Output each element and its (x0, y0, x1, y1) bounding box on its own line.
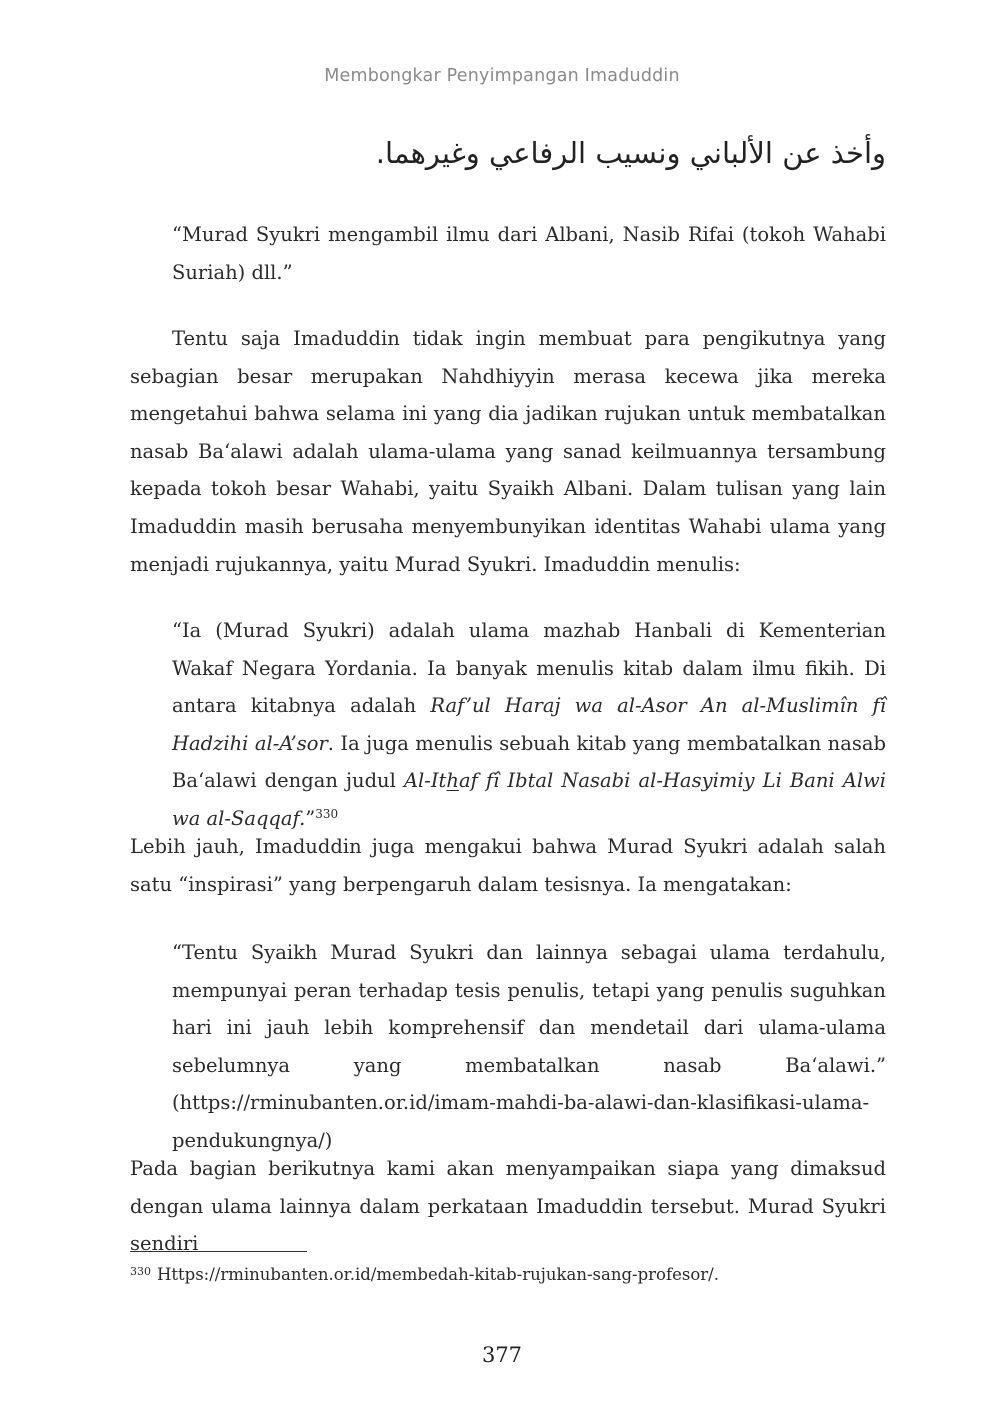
quote-2-part-1: “Ia (Murad Syukri) adalah ulama mazhab Hanbali di Kementerian Wakaf Negara Yordania. Ia banyak menulis kitab dalam ilmu fikih. Di antara kitabnya adalah (172, 619, 886, 718)
body-paragraph-2 (130, 828, 886, 903)
quote-1-text: “Murad Syukri mengambil ilmu dari Albani, Nasib Rifai (tokoh Wahabi Suriah) dll.” (172, 223, 886, 284)
body-paragraph-1 (130, 320, 886, 583)
quote-block-1 (172, 216, 886, 291)
paragraph-1-text: Tentu saja Imaduddin tidak ingin membuat para pengikutnya yang sebagian besar merupakan Nahdhiyyin merasa kecewa jika mereka mengetahui bahwa selama ini yang dia jadikan rujukan untuk membatalkan nasab Ba‘alawi adalah ulama-ulama yang sanad keilmuannya tersambung kepada tokoh besar Wahabi, yaitu Syaikh Albani. Dalam tulisan yang lain Imaduddin masih berusaha menyembunyikan identitas Wahabi ulama yang menjadi rujukannya, yaitu Murad Syukri. Imaduddin menulis: (130, 327, 886, 576)
quote-3-text: “Tentu Syaikh Murad Syukri dan lainnya sebagai ulama terdahulu, mempunyai peran terhadap tesis penulis, tetapi yang penulis suguhkan hari ini jauh lebih komprehensif dan mendetail dari ulama-ulama sebelumnya yang membatalkan nasab Ba‘alawi.” (https://rminubanten.or.id/imam-mahdi-ba-alawi-dan-klasifikasi-ulama-pendukungnya/) (172, 941, 886, 1152)
page-number: 377 (481, 1343, 523, 1367)
footnote (130, 1263, 886, 1287)
paragraph-3-text: Pada bagian berikutnya kami akan menyampaikan siapa yang dimaksud dengan ulama lainnya dalam perkataan Imaduddin tersebut. Murad Syukri sendiri (130, 1157, 886, 1256)
quote-block-3 (172, 934, 886, 1160)
book-title-2-underlined: h (446, 769, 459, 793)
quote-2-text (172, 612, 886, 838)
footnote-text: Https://rminubanten.or.id/membedah-kitab-rujukan-sang-profesor/. (157, 1265, 719, 1284)
paragraph-2-text: Lebih jauh, Imaduddin juga mengakui bahwa Murad Syukri adalah salah satu “inspirasi” yang berpengaruh dalam tesisnya. Ia mengatakan: (130, 835, 886, 896)
footnote-number: 330 (130, 1265, 151, 1278)
book-title-2-b: af fî Ibtal Nasabi al-Hasyimiy Li Bani Alwi wa al-Saqqaf. (172, 769, 886, 830)
quote-2-part-2: . Ia juga menulis sebuah kitab yang membatalkan nasab Ba‘alawi dengan judul (172, 731, 886, 793)
running-header: Membongkar Penyimpangan Imaduddin (324, 66, 680, 86)
footnote-divider (130, 1251, 307, 1252)
body-paragraph-3 (130, 1150, 886, 1263)
book-title-2-a: Al-It (403, 769, 447, 793)
quote-2-close: ” (305, 806, 316, 830)
quote-block-2 (172, 612, 886, 838)
arabic-quotation: وأخذ عن الألباني ونسيب الرفاعي وغيرهما. (375, 136, 886, 170)
footnote-ref-330[interactable]: 330 (315, 806, 339, 821)
book-title-1: Raf’ul Haraj wa al-Asor An al-Muslimîn fî Hadzihi al-A’sor (172, 694, 886, 755)
